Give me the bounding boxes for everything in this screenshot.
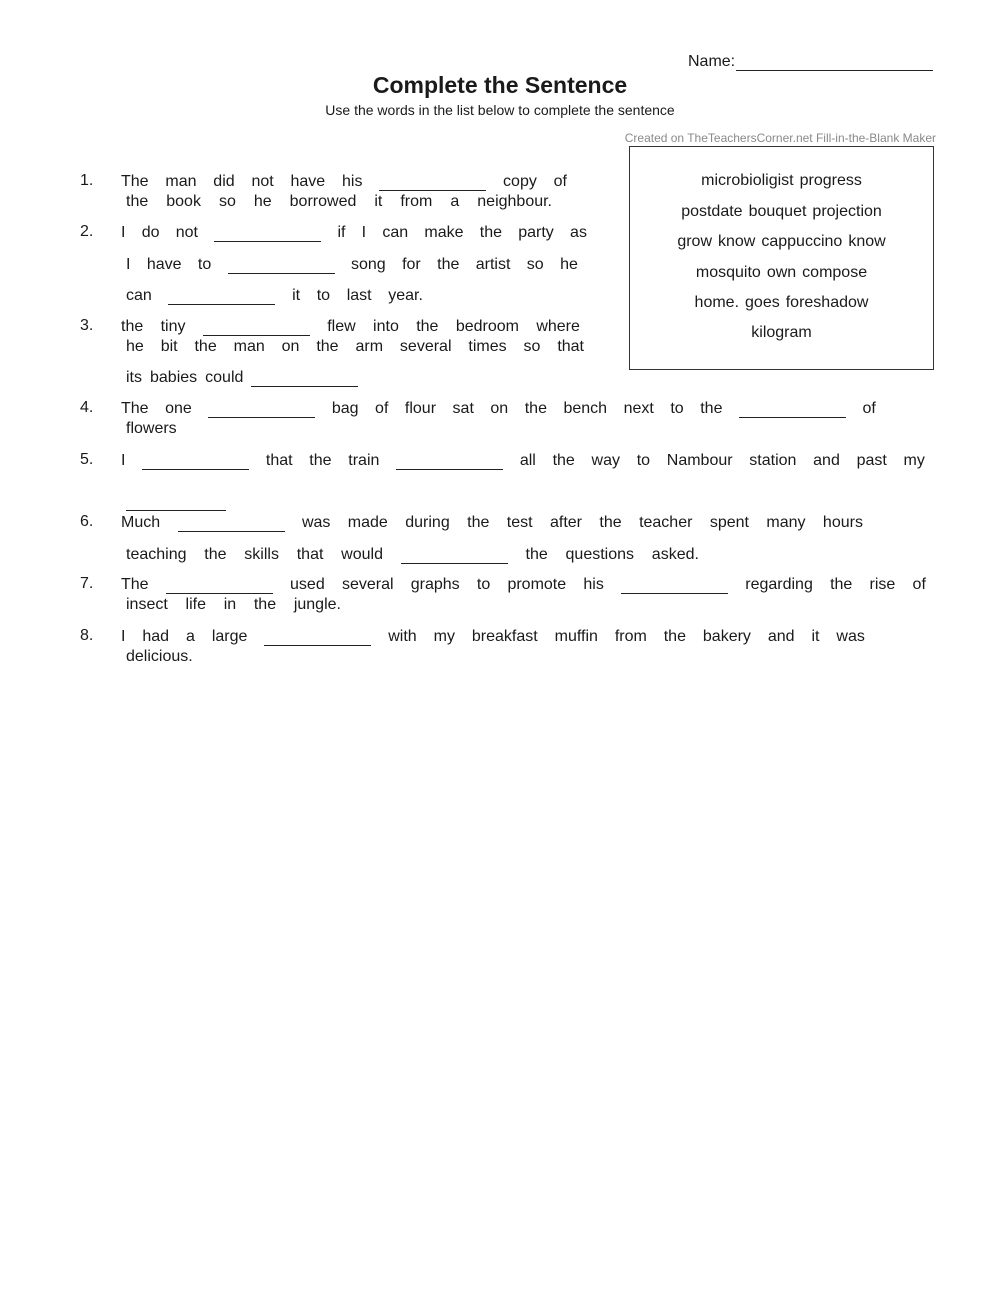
question-word: flowers xyxy=(126,420,177,437)
question-word: the xyxy=(253,596,277,613)
question-number: 8. xyxy=(80,627,94,644)
question-word: a xyxy=(186,628,195,645)
word-bank-word: microbioligist xyxy=(701,172,794,189)
question-word: he xyxy=(253,193,272,210)
question-word: make xyxy=(424,224,464,241)
question-word: bench xyxy=(563,400,608,417)
question-line xyxy=(126,596,341,614)
answer-blank[interactable] xyxy=(166,575,273,594)
question-number: 5. xyxy=(80,451,94,468)
word-bank-word: postdate xyxy=(681,203,743,220)
question-number: 7. xyxy=(80,575,94,592)
answer-blank[interactable] xyxy=(214,223,321,242)
question-word: many xyxy=(766,514,806,531)
question-word: insect xyxy=(126,596,168,613)
question-line xyxy=(126,545,699,564)
question-line xyxy=(126,368,387,387)
question-word: life xyxy=(185,596,206,613)
question-word: so xyxy=(526,256,544,273)
name-field-row xyxy=(688,52,933,71)
answer-blank[interactable] xyxy=(739,399,846,418)
question-word: not xyxy=(251,173,274,190)
question-word: for xyxy=(402,256,421,273)
word-bank-line xyxy=(629,233,934,251)
word-bank-word: compose xyxy=(802,264,868,281)
answer-blank[interactable] xyxy=(126,492,226,511)
question-word: song xyxy=(351,256,386,273)
question-number: 4. xyxy=(80,399,94,416)
word-bank-word: home. xyxy=(694,294,740,311)
question-word: of xyxy=(862,400,876,417)
question-line xyxy=(126,420,186,438)
question-number: 3. xyxy=(80,317,94,334)
question-word: bedroom xyxy=(455,318,519,335)
question-word: I xyxy=(126,256,131,273)
question-line xyxy=(121,223,587,242)
question-word: I xyxy=(121,224,126,241)
answer-blank[interactable] xyxy=(178,513,285,532)
question-word: one xyxy=(165,400,192,417)
question-word: from xyxy=(614,628,647,645)
question-word: the xyxy=(467,514,490,531)
question-word: the xyxy=(437,256,460,273)
question-word: I xyxy=(121,628,126,645)
question-word: times xyxy=(468,338,507,355)
question-word: as xyxy=(570,224,587,241)
question-word: of xyxy=(912,576,926,593)
question-word: breakfast xyxy=(471,628,538,645)
answer-blank[interactable] xyxy=(264,627,371,646)
question-word: party xyxy=(518,224,554,241)
question-word: to xyxy=(476,576,491,593)
question-word: delicious. xyxy=(126,648,193,665)
word-bank-line xyxy=(629,203,934,221)
answer-blank[interactable] xyxy=(168,286,275,305)
question-word: the xyxy=(309,452,332,469)
question-word: that xyxy=(265,452,293,469)
question-word: do xyxy=(141,224,160,241)
question-word: into xyxy=(373,318,399,335)
question-word: next xyxy=(623,400,654,417)
question-word: he xyxy=(560,256,578,273)
word-bank-word: foreshadow xyxy=(785,294,869,311)
question-word: his xyxy=(342,173,363,190)
question-word: book xyxy=(166,193,201,210)
question-word: on xyxy=(490,400,509,417)
answer-blank[interactable] xyxy=(396,451,503,470)
question-word: large xyxy=(211,628,248,645)
question-word: year. xyxy=(388,287,423,304)
question-line xyxy=(121,627,865,646)
word-bank-line xyxy=(629,324,934,342)
question-word: and xyxy=(767,628,795,645)
question-word: that xyxy=(296,546,324,563)
question-word: borrowed xyxy=(289,193,357,210)
question-line xyxy=(126,648,206,666)
question-word: graphs xyxy=(410,576,460,593)
question-line xyxy=(126,286,423,305)
question-word: the xyxy=(663,628,686,645)
question-line xyxy=(126,492,234,511)
word-bank-word: progress xyxy=(799,172,862,189)
question-word: could xyxy=(205,369,244,386)
question-word: asked. xyxy=(651,546,699,563)
question-word: during xyxy=(405,514,450,531)
question-line xyxy=(126,338,584,356)
question-word: artist xyxy=(475,256,511,273)
question-word: was xyxy=(301,514,331,531)
question-word: the xyxy=(416,318,439,335)
question-word: regarding xyxy=(745,576,813,593)
question-line xyxy=(121,575,926,594)
question-word: with xyxy=(388,628,417,645)
question-word: past xyxy=(856,452,887,469)
worksheet-instructions: Use the words in the list below to complete the sentence xyxy=(325,102,675,118)
question-word: skills xyxy=(244,546,279,563)
question-word: the xyxy=(700,400,723,417)
answer-blank[interactable] xyxy=(379,172,486,191)
question-word: man xyxy=(165,173,197,190)
question-word: from xyxy=(400,193,433,210)
word-bank-line xyxy=(629,294,934,312)
question-word: he xyxy=(126,338,144,355)
question-word: the xyxy=(552,452,575,469)
question-word: the xyxy=(479,224,502,241)
question-word: can xyxy=(126,287,152,304)
question-number: 1. xyxy=(80,172,94,189)
question-word: my xyxy=(433,628,455,645)
question-word: way xyxy=(591,452,620,469)
word-bank-word: kilogram xyxy=(751,324,812,341)
question-word: a xyxy=(450,193,460,210)
question-word: on xyxy=(281,338,300,355)
question-word: The xyxy=(121,576,149,593)
word-bank-word: know xyxy=(848,233,886,250)
question-word: muffin xyxy=(554,628,598,645)
question-word: the xyxy=(524,400,547,417)
question-word: train xyxy=(348,452,380,469)
answer-blank[interactable] xyxy=(208,399,315,418)
question-word: have xyxy=(146,256,182,273)
question-word: to xyxy=(197,256,212,273)
question-word: if xyxy=(337,224,346,241)
question-word: arm xyxy=(355,338,384,355)
question-word: Nambour xyxy=(666,452,733,469)
question-word: I xyxy=(121,452,126,469)
question-word: bag xyxy=(331,400,359,417)
question-word: man xyxy=(233,338,265,355)
answer-blank[interactable] xyxy=(251,368,358,387)
question-word: so xyxy=(218,193,236,210)
answer-blank[interactable] xyxy=(203,317,310,336)
word-bank-line xyxy=(629,264,934,282)
question-word: can xyxy=(382,224,409,241)
question-word: copy xyxy=(503,173,537,190)
question-word: test xyxy=(506,514,533,531)
word-bank-word: know xyxy=(718,233,756,250)
question-word: and xyxy=(813,452,840,469)
word-bank-word: projection xyxy=(812,203,882,220)
question-line xyxy=(121,399,876,418)
question-word: it xyxy=(292,287,301,304)
question-word: several xyxy=(341,576,394,593)
question-word: my xyxy=(903,452,925,469)
question-word: to xyxy=(316,287,331,304)
question-word: tiny xyxy=(160,318,186,335)
question-word: so xyxy=(523,338,541,355)
question-word: would xyxy=(341,546,383,563)
question-word: spent xyxy=(709,514,749,531)
question-word: bakery xyxy=(702,628,751,645)
word-bank-word: grow xyxy=(677,233,712,250)
question-word: where xyxy=(536,318,580,335)
word-bank-word: mosquito xyxy=(695,264,761,281)
question-word: questions xyxy=(565,546,635,563)
question-word: last xyxy=(346,287,372,304)
question-word: made xyxy=(347,514,388,531)
question-word: was xyxy=(836,628,865,645)
question-word: the xyxy=(599,514,622,531)
question-word: have xyxy=(290,173,326,190)
question-word: neighbour. xyxy=(477,193,552,210)
question-word: teaching xyxy=(126,546,187,563)
question-word: bit xyxy=(160,338,178,355)
question-word: several xyxy=(399,338,452,355)
name-label: Name: xyxy=(688,53,736,70)
question-word: had xyxy=(142,628,170,645)
question-word: its xyxy=(126,369,142,386)
word-bank-word: cappuccino xyxy=(761,233,843,250)
question-word: of xyxy=(553,173,567,190)
question-line xyxy=(121,172,567,191)
question-word: promote xyxy=(507,576,567,593)
question-word: it xyxy=(374,193,383,210)
question-word: rise xyxy=(869,576,896,593)
question-word: the xyxy=(316,338,339,355)
question-number: 2. xyxy=(80,223,94,240)
question-word: to xyxy=(670,400,684,417)
worksheet-title: Complete the Sentence xyxy=(372,72,628,98)
question-word: used xyxy=(290,576,325,593)
question-word: I xyxy=(361,224,367,241)
answer-blank[interactable] xyxy=(401,545,508,564)
question-word: the xyxy=(830,576,853,593)
question-word: to xyxy=(636,452,651,469)
question-line xyxy=(121,451,925,470)
name-blank[interactable] xyxy=(736,52,933,71)
word-bank-line xyxy=(629,172,934,190)
question-number: 6. xyxy=(80,513,94,530)
question-word: station xyxy=(749,452,797,469)
question-word: the xyxy=(525,546,548,563)
question-word: The xyxy=(121,173,149,190)
question-word: jungle. xyxy=(293,596,341,613)
question-word: babies xyxy=(150,369,198,386)
question-word: his xyxy=(583,576,604,593)
question-line xyxy=(126,255,578,274)
answer-blank[interactable] xyxy=(228,255,335,274)
question-word: The xyxy=(121,400,149,417)
question-word: did xyxy=(213,173,235,190)
question-word: the xyxy=(126,193,149,210)
question-line xyxy=(126,193,552,211)
question-word: in xyxy=(223,596,237,613)
question-word: hours xyxy=(822,514,863,531)
question-word: not xyxy=(175,224,198,241)
answer-blank[interactable] xyxy=(621,575,728,594)
word-bank-word: bouquet xyxy=(748,203,807,220)
credit-text: Created on TheTeachersCorner.net Fill-in-the-Blank Maker xyxy=(624,131,936,145)
question-word: teacher xyxy=(639,514,693,531)
question-word: of xyxy=(375,400,389,417)
question-word: flour xyxy=(404,400,437,417)
question-word: Much xyxy=(121,514,161,531)
question-word: after xyxy=(549,514,582,531)
question-word: the xyxy=(194,338,217,355)
word-bank-word: goes xyxy=(745,294,780,311)
question-word: flew xyxy=(327,318,356,335)
answer-blank[interactable] xyxy=(142,451,249,470)
question-word: it xyxy=(811,628,820,645)
word-bank-word: own xyxy=(766,264,797,281)
question-word: sat xyxy=(452,400,474,417)
question-word: all xyxy=(519,452,536,469)
question-word: the xyxy=(204,546,227,563)
question-word: the xyxy=(121,318,144,335)
question-line xyxy=(121,317,580,336)
question-line xyxy=(121,513,863,532)
question-word: that xyxy=(557,338,584,355)
